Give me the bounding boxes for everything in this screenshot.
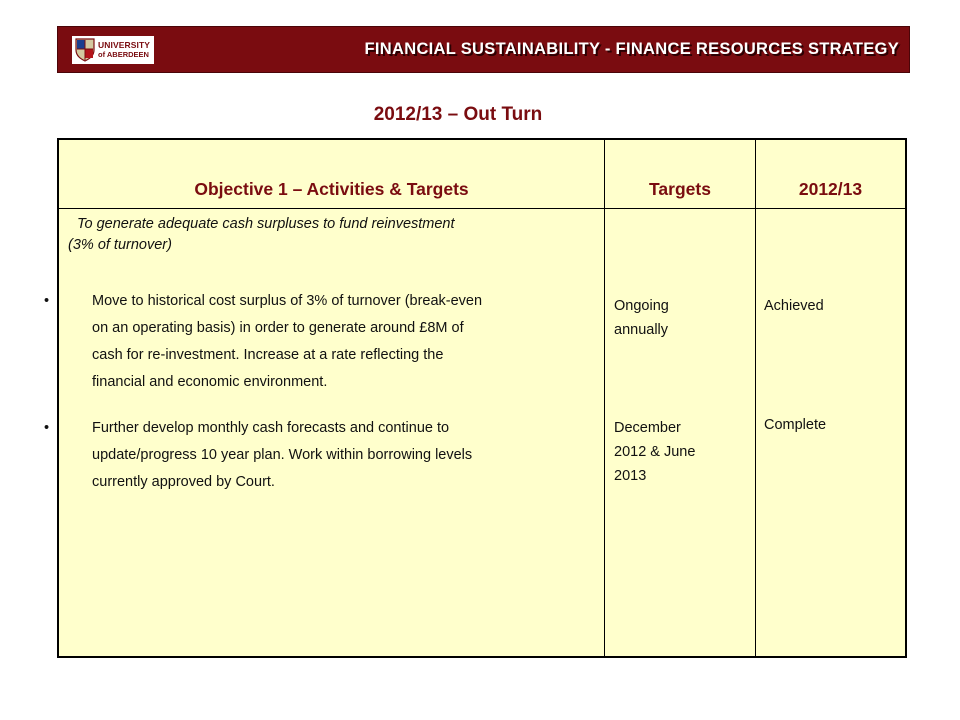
intro-line: (3% of turnover) xyxy=(68,237,172,253)
activity-item xyxy=(44,415,473,496)
crest-icon xyxy=(75,38,95,62)
target-line: December xyxy=(614,420,681,436)
header-banner xyxy=(57,26,910,73)
column-header-targets: Targets xyxy=(649,179,711,199)
bullet-icon: • xyxy=(44,420,50,436)
activity-line: financial and economic environment. xyxy=(92,374,328,390)
target-line: 2013 xyxy=(614,468,647,484)
objectives-table xyxy=(44,138,907,658)
logo-text-line2: of ABERDEEN xyxy=(98,50,149,59)
column-header-objective: Objective 1 – Activities & Targets xyxy=(194,179,469,199)
status-cell: Complete xyxy=(764,417,827,433)
activity-line: currently approved by Court. xyxy=(92,474,275,490)
activity-line: Further develop monthly cash forecasts and continue to xyxy=(92,420,450,436)
intro-line: To generate adequate cash surpluses to fund reinvestment xyxy=(77,216,455,232)
activity-line: cash for re-investment. Increase at a rate reflecting the xyxy=(92,347,444,363)
target-line: 2012 & June xyxy=(614,444,696,460)
column-divider xyxy=(604,140,605,656)
activity-line: on an operating basis) in order to generate around £8M of xyxy=(92,320,464,336)
banner-title: FINANCIAL SUSTAINABILITY - FINANCE RESOURCES STRATEGY xyxy=(364,40,899,58)
activity-item xyxy=(44,288,483,396)
column-header-year: 2012/13 xyxy=(798,179,863,199)
objective-intro xyxy=(59,214,455,256)
header-divider xyxy=(59,208,905,209)
target-cell xyxy=(614,416,695,488)
target-cell xyxy=(614,294,669,342)
university-logo xyxy=(72,36,154,64)
target-line: annually xyxy=(614,322,669,338)
column-divider xyxy=(755,140,756,656)
target-line: Ongoing xyxy=(614,298,669,314)
activity-line: Move to historical cost surplus of 3% of turnover (break-even xyxy=(92,293,483,309)
status-cell: Achieved xyxy=(764,298,824,314)
logo-text-line1: UNIVERSITY xyxy=(98,40,151,50)
page-subtitle: 2012/13 – Out Turn xyxy=(373,104,543,125)
activity-line: update/progress 10 year plan. Work within borrowing levels xyxy=(92,447,473,463)
bullet-icon: • xyxy=(44,293,50,309)
